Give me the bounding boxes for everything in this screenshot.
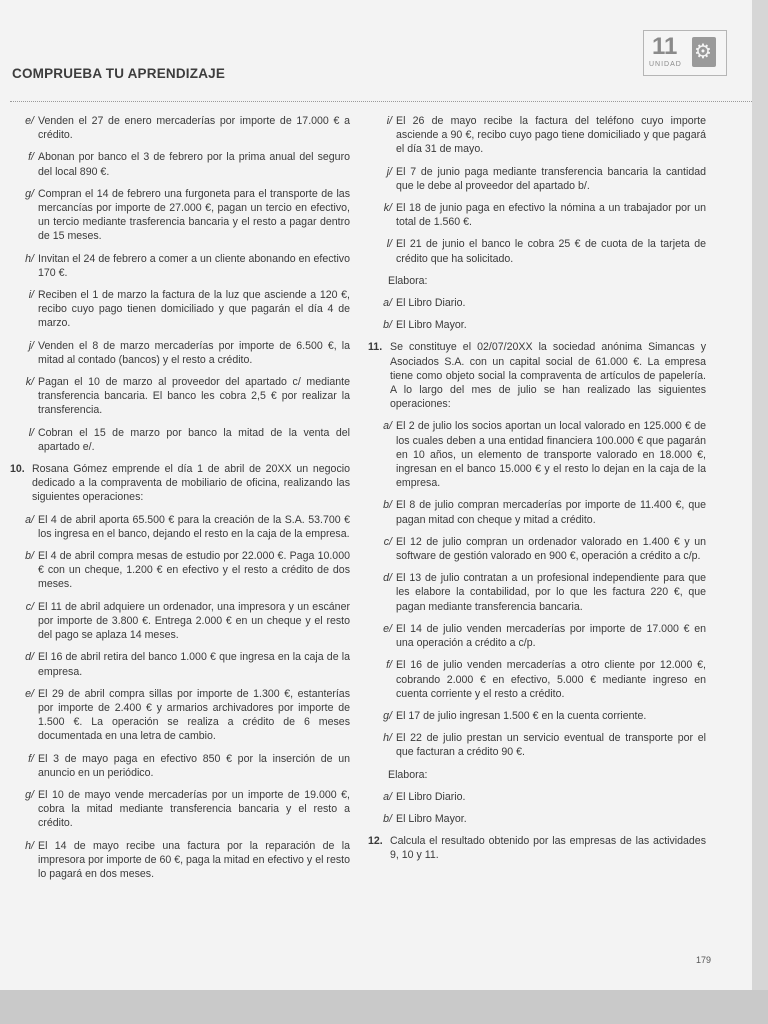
item-label: j/ <box>28 339 34 352</box>
item-text: El 14 de julio venden mercaderías por importe de 17.000 € en una operación a crédito a c/p. <box>396 622 706 650</box>
item-label: c/ <box>383 535 392 548</box>
item-label: h/ <box>25 839 34 852</box>
item-text: Compran el 14 de febrero una furgoneta para el transporte de las mercancías por importe de 27.000 €, pagan un tercio en efectivo, un tercio mediante trasferencia bancaria y el resto a pagar dentro de 15 meses. <box>38 187 350 243</box>
exercise-item <box>10 339 350 367</box>
exercise-statement <box>368 340 706 411</box>
unit-label: UNIDAD <box>649 61 682 68</box>
item-text: El 10 de mayo vende mercaderías por un importe de 19.000 €, cobra la mitad mediante transferencia bancaria y el resto a crédito. <box>38 788 350 830</box>
header-divider <box>10 101 752 102</box>
exercise-item <box>368 318 706 332</box>
item-label: c/ <box>25 600 34 613</box>
item-text: Invitan el 24 de febrero a comer a un cliente abonando en efectivo 170 €. <box>38 252 350 279</box>
exercise-item <box>10 150 350 178</box>
item-label: a/ <box>383 297 392 310</box>
item-text: El 11 de abril adquiere un ordenador, una impresora y un escáner por importe de 3.800 €. Entrega 2.000 € en un cheque y el resto del pago se aplaza 14 meses. <box>38 600 350 642</box>
item-label: k/ <box>25 376 34 389</box>
item-text: El Libro Diario. <box>396 297 466 310</box>
exercise-text: Se constituye el 02/07/20XX la sociedad anónima Simancas y Asociados S.A. con un capital social de 61.000 €. La empresa tiene como objeto social la compraventa de artículos de papelería. A lo largo del mes de julio se han realizado las siguientes operaciones: <box>390 341 706 411</box>
exercise-statement <box>368 834 706 862</box>
exercise-item <box>10 513 350 541</box>
exercise-item <box>10 288 350 331</box>
item-label: a/ <box>383 790 392 803</box>
item-text: El 7 de junio paga mediante transferencia bancaria la cantidad que le debe al proveedor del apartado b/. <box>396 165 706 192</box>
item-text: El 12 de julio compran un ordenador valorado en 1.400 € y un software de gestión valorado en 900 €, operación a crédito a c/p. <box>396 535 706 563</box>
exercise-item <box>10 687 350 744</box>
exercise-item <box>368 812 706 826</box>
item-label: h/ <box>383 732 392 745</box>
unit-number: 11 <box>652 33 678 60</box>
exercise-item <box>10 375 350 418</box>
exercise-item <box>368 709 706 723</box>
exercise-item <box>10 114 350 142</box>
item-label: d/ <box>383 572 392 585</box>
item-text: El 18 de junio paga en efectivo la nómina a un trabajador por un total de 1.560 €. <box>396 202 706 229</box>
exercise-item <box>10 752 350 780</box>
exercise-number: 12. <box>368 835 383 848</box>
exercise-item <box>368 237 706 265</box>
item-text: Cobran el 15 de marzo por banco la mitad de la venta del apartado e/. <box>38 426 350 453</box>
item-label: e/ <box>25 115 34 127</box>
exercise-item <box>10 426 350 454</box>
item-text: Reciben el 1 de marzo la factura de la luz que asciende a 120 €, recibo cuyo pago tienen domiciliado y que pagarán el día 4 de marzo. <box>38 289 350 330</box>
item-text: Pagan el 10 de marzo al proveedor del apartado c/ mediante transferencia bancaria. El banco les cobra 2,5 € por realizar la transferencia. <box>38 376 350 417</box>
exercise-item <box>368 296 706 310</box>
instruction-label: Elabora: <box>388 274 428 287</box>
item-text: El 16 de julio venden mercaderías a otro cliente por 12.000 €, cobrando 2.000 € en efectivo, 5.000 € mediante ingreso en cuenta corriente y el resto a crédito. <box>396 659 706 700</box>
exercise-item <box>368 790 706 804</box>
exercise-item <box>368 419 706 490</box>
item-text: El 26 de mayo recibe la factura del teléfono cuyo importe asciende a 90 €, recibo cuyo pago tiene domiciliado y que pagará el día 31 de mayo. <box>396 115 706 156</box>
item-text: El 14 de mayo recibe una factura por la reparación de la impresora por importe de 60 €, paga la mitad en efectivo y el resto lo pagará en dos meses. <box>38 839 350 880</box>
exercise-item <box>368 622 706 650</box>
exercise-text: Calcula el resultado obtenido por las empresas de las actividades 9, 10 y 11. <box>390 835 706 862</box>
exercise-item <box>368 658 706 701</box>
item-label: g/ <box>383 709 392 722</box>
item-text: El 3 de mayo paga en efectivo 850 € por la inserción de un anuncio en un periódico. <box>38 752 350 779</box>
exercise-item <box>368 535 706 563</box>
item-text: El Libro Diario. <box>396 790 466 803</box>
item-text: El 8 de julio compran mercaderías por importe de 11.400 €, que pagan mitad con cheque y mitad a crédito. <box>396 499 706 526</box>
item-label: f/ <box>28 752 34 765</box>
page-number: 179 <box>696 955 712 965</box>
item-text: El Libro Mayor. <box>396 319 467 332</box>
item-label: b/ <box>25 550 34 563</box>
exercise-number: 10. <box>10 463 25 476</box>
item-label: e/ <box>383 622 392 635</box>
exercise-item <box>368 498 706 526</box>
item-text: El 4 de abril aporta 65.500 € para la creación de la S.A. 53.700 € los ingresa en el banco, dejando el resto en la caja de la empresa. <box>38 513 350 540</box>
item-text: El 13 de julio contratan a un profesional independiente para que les elabore la contabilidad, por lo que les factura 220 €, que pagan mediante transferencia bancaria. <box>396 572 706 613</box>
section-title: COMPRUEBA TU APRENDIZAJE <box>12 66 226 81</box>
item-label: a/ <box>25 513 34 526</box>
item-text: El 29 de abril compra sillas por importe de 1.300 €, estanterías por importe de 2.400 € y armarios archivadores por importe de 1.500 €. La operación se realiza a crédito de 6 meses documentada en una letra de cambio. <box>38 687 350 743</box>
item-text: El 2 de julio los socios aportan un local valorado en 125.000 € de los cuales deben a una entidad financiera 100.000 € que pagarán en 10 años, un elemento de transporte valorado en 18.000 €, ingresan en el banco 15.000 € y el resto lo dejan en la caja de la empresa. <box>396 420 706 490</box>
item-label: g/ <box>25 788 34 801</box>
exercise-item <box>368 114 706 157</box>
item-label: h/ <box>25 252 34 265</box>
item-text: Venden el 27 de enero mercaderías por importe de 17.000 € a crédito. <box>38 115 350 142</box>
exercise-item <box>10 788 350 831</box>
item-text: El 16 de abril retira del banco 1.000 € que ingresa en la caja de la empresa. <box>38 651 350 678</box>
gear-icon: ⚙ <box>692 37 716 67</box>
item-label: b/ <box>383 319 392 332</box>
item-label: f/ <box>28 151 34 164</box>
page-edge-shadow <box>752 0 768 990</box>
exercise-item <box>368 571 706 614</box>
exercise-item <box>10 650 350 678</box>
exercise-text: Rosana Gómez emprende el día 1 de abril de 20XX un negocio dedicado a la compraventa de mobiliario de oficina, realizando las siguientes operaciones: <box>32 463 350 504</box>
unit-badge <box>643 30 727 76</box>
item-text: El 17 de julio ingresan 1.500 € en la cuenta corriente. <box>396 709 647 722</box>
exercise-item <box>10 252 350 280</box>
exercise-item <box>10 549 350 592</box>
exercise-item <box>368 201 706 229</box>
left-column <box>10 114 350 889</box>
item-label: l/ <box>28 426 34 439</box>
item-text: Abonan por banco el 3 de febrero por la prima anual del seguro del local 890 €. <box>38 151 350 178</box>
item-label: i/ <box>28 289 34 302</box>
item-label: k/ <box>383 202 392 215</box>
item-label: e/ <box>25 687 34 700</box>
item-label: d/ <box>25 651 34 664</box>
exercise-item <box>10 839 350 882</box>
item-label: f/ <box>386 659 392 672</box>
exercise-item <box>10 600 350 643</box>
item-text: El 21 de junio el banco le cobra 25 € de cuota de la tarjeta de crédito que ha solicitado. <box>396 238 706 265</box>
item-label: j/ <box>386 165 392 178</box>
exercise-item <box>368 165 706 193</box>
item-text: El 22 de julio prestan un servicio eventual de transporte por el que facturan a crédito 90 €. <box>396 732 706 759</box>
exercise-item <box>368 731 706 759</box>
scan-margin <box>0 990 768 1024</box>
item-label: l/ <box>386 238 392 251</box>
exercise-item <box>10 187 350 244</box>
item-text: El 4 de abril compra mesas de estudio por 22.000 €. Paga 10.000 € con un cheque, 1.200 € en efectivo y el resto a crédito de dos meses. <box>38 550 350 591</box>
item-label: i/ <box>386 115 392 127</box>
exercise-number: 11. <box>368 341 383 354</box>
right-column <box>368 114 706 871</box>
instruction-label: Elabora: <box>388 768 428 781</box>
item-label: b/ <box>383 812 392 825</box>
item-label: a/ <box>383 420 392 433</box>
item-text: Venden el 8 de marzo mercaderías por importe de 6.500 €, la mitad al contado (bancos) y el resto a crédito. <box>38 339 350 366</box>
item-label: g/ <box>25 187 34 200</box>
exercise-statement <box>10 462 350 505</box>
item-label: b/ <box>383 499 392 512</box>
item-text: El Libro Mayor. <box>396 812 467 825</box>
